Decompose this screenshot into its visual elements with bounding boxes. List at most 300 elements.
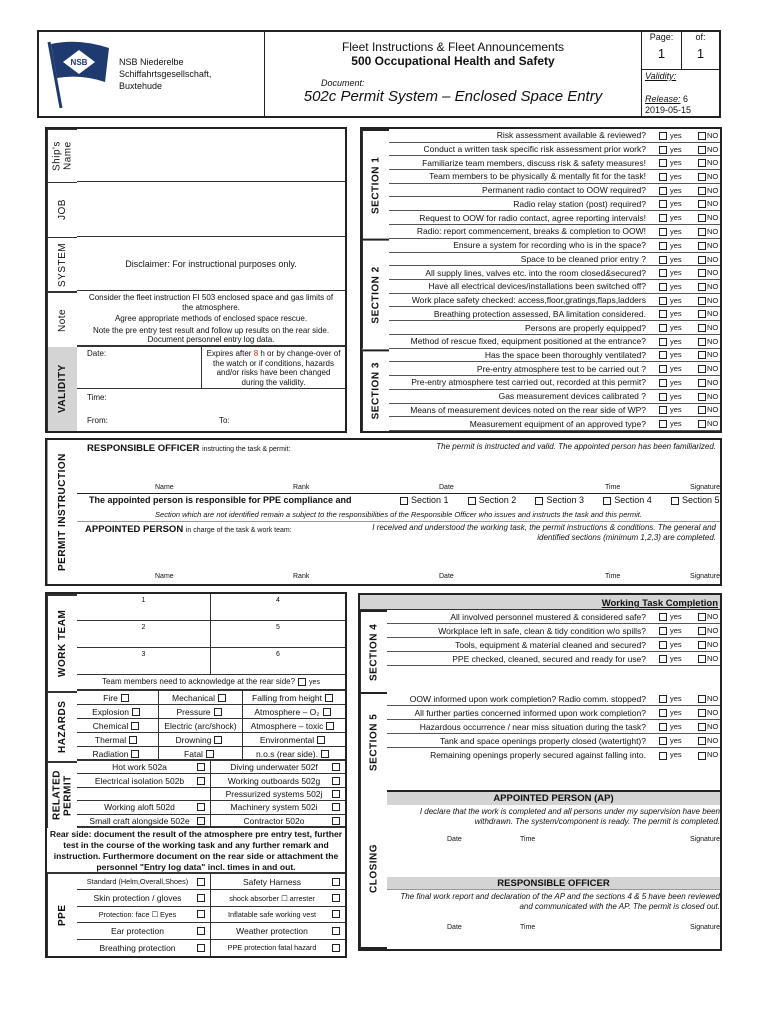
ppe-checkbox[interactable] (197, 878, 205, 886)
yes-option[interactable] (656, 378, 698, 387)
ppe-option[interactable] (77, 907, 211, 923)
yes-label: yes (670, 240, 682, 250)
hazard-checkbox[interactable] (321, 750, 329, 758)
yes-option[interactable] (656, 654, 698, 663)
hazard-label: Chemical (92, 720, 129, 731)
yes-option[interactable] (656, 392, 698, 401)
hazard-checkbox[interactable] (326, 722, 334, 730)
no-option[interactable] (698, 750, 720, 759)
of-label: of: (695, 32, 706, 42)
yes-checkbox[interactable] (659, 214, 667, 222)
team-member-slot[interactable] (77, 621, 211, 648)
slot-number: 4 (276, 597, 280, 604)
hazard-label: Thermal (94, 734, 127, 745)
hazard-option[interactable] (77, 705, 159, 719)
related-permit-label: Machinery system 502i (230, 802, 318, 813)
no-option[interactable] (698, 145, 720, 154)
yes-option[interactable] (656, 255, 698, 264)
ppe-option[interactable] (211, 874, 345, 890)
checklist-question: Radio: report commencement, breaks & completion to OOW! (416, 226, 646, 237)
ppe-option[interactable] (77, 940, 211, 956)
expiry-text: Expires after (206, 349, 254, 358)
ppe-option[interactable] (77, 874, 211, 890)
no-option[interactable] (698, 337, 720, 346)
ppe-label: PPE protection fatal hazard (227, 943, 317, 953)
yes-option[interactable] (656, 186, 698, 195)
section-checkbox[interactable] (535, 497, 543, 505)
no-checkbox[interactable] (698, 324, 706, 332)
no-option[interactable] (698, 172, 720, 181)
related-permit-option[interactable] (211, 788, 345, 801)
checklist-question: Workplace left in safe, clean & tidy condition w/o spills? (438, 625, 646, 636)
checklist-row (387, 734, 720, 748)
checklist-row (389, 321, 720, 335)
ro-signature-fields[interactable] (77, 484, 720, 494)
yes-checkbox[interactable] (659, 695, 667, 703)
no-option[interactable] (698, 241, 720, 250)
yes-option[interactable] (656, 419, 698, 428)
yes-checkbox[interactable] (659, 256, 667, 264)
yes-option[interactable] (656, 736, 698, 745)
hazard-checkbox[interactable] (129, 736, 137, 744)
no-option[interactable] (698, 282, 720, 291)
hazard-option[interactable] (77, 747, 159, 761)
company-line: NSB Niederelbe (119, 57, 184, 67)
no-checkbox[interactable] (698, 393, 706, 401)
yes-checkbox[interactable] (659, 752, 667, 760)
no-checkbox[interactable] (698, 695, 706, 703)
hazard-checkbox[interactable] (218, 694, 226, 702)
validity-label: VALIDITY (47, 347, 77, 431)
no-checkbox[interactable] (698, 283, 706, 291)
no-label: NO (707, 144, 719, 154)
section-assign-option[interactable] (600, 495, 652, 505)
ppe-option[interactable] (77, 923, 211, 939)
acknowledge-checkbox[interactable] (298, 678, 306, 686)
hazard-option[interactable] (243, 691, 345, 705)
no-checkbox[interactable] (698, 187, 706, 195)
no-checkbox[interactable] (698, 228, 706, 236)
yes-checkbox[interactable] (659, 379, 667, 387)
ppe-checkbox[interactable] (332, 878, 340, 886)
no-checkbox[interactable] (698, 379, 706, 387)
hazard-option[interactable] (159, 691, 243, 705)
no-option[interactable] (698, 640, 720, 649)
yes-checkbox[interactable] (659, 709, 667, 717)
hazard-option[interactable] (243, 705, 345, 719)
yes-checkbox[interactable] (659, 228, 667, 236)
hazard-checkbox[interactable] (206, 750, 214, 758)
related-permit-checkbox[interactable] (332, 763, 340, 771)
yes-checkbox[interactable] (659, 242, 667, 250)
yes-label: yes (670, 639, 682, 649)
team-member-slot[interactable] (211, 594, 345, 621)
yes-checkbox[interactable] (659, 655, 667, 663)
no-option[interactable] (698, 350, 720, 359)
section-checkbox[interactable] (468, 497, 476, 505)
ppe-option[interactable] (211, 940, 345, 956)
no-option[interactable] (698, 612, 720, 621)
related-permit-option[interactable] (77, 801, 211, 814)
ppe-checkbox[interactable] (332, 910, 340, 918)
field-label-name: Name (155, 573, 174, 580)
no-option[interactable] (698, 309, 720, 318)
hazard-option[interactable] (159, 747, 243, 761)
hazard-option[interactable] (159, 705, 243, 719)
section-assign-label: Section 1 (411, 495, 449, 505)
no-checkbox[interactable] (698, 214, 706, 222)
related-permit-option[interactable] (77, 774, 211, 787)
yes-option[interactable] (656, 405, 698, 414)
company-line: Buxtehude (119, 81, 163, 91)
no-checkbox[interactable] (698, 709, 706, 717)
checklist-question: Ensure a system for recording who is in the space? (453, 240, 646, 251)
hazard-label: Atmosphere – O₂ (254, 706, 320, 717)
yes-checkbox[interactable] (659, 338, 667, 346)
no-checkbox[interactable] (698, 173, 706, 181)
no-option[interactable] (698, 158, 720, 167)
checklist-row (389, 417, 720, 431)
no-label: NO (707, 268, 719, 278)
yes-checkbox[interactable] (659, 324, 667, 332)
related-permit-option[interactable] (211, 801, 345, 814)
no-option[interactable] (698, 213, 720, 222)
related-permit-checkbox[interactable] (332, 817, 340, 825)
no-option[interactable] (698, 131, 720, 140)
hazard-option[interactable] (159, 719, 243, 733)
no-checkbox[interactable] (698, 200, 706, 208)
checklist-row (387, 610, 720, 624)
team-member-slot[interactable] (211, 648, 345, 675)
hazard-label: Atmosphere – toxic (250, 720, 324, 731)
checklist-question: All involved personnel mustered & considered safe? (450, 611, 646, 622)
no-option[interactable] (698, 255, 720, 264)
yes-option[interactable] (656, 199, 698, 208)
no-option[interactable] (698, 378, 720, 387)
no-checkbox[interactable] (698, 365, 706, 373)
section-checkbox[interactable] (671, 497, 679, 505)
ships-name-field[interactable] (77, 129, 345, 182)
yes-label: yes (670, 735, 682, 745)
related-permit-checkbox[interactable] (197, 763, 205, 771)
yes-checkbox[interactable] (659, 351, 667, 359)
hazard-checkbox[interactable] (131, 750, 139, 758)
no-checkbox[interactable] (698, 269, 706, 277)
team-member-slot[interactable] (77, 648, 211, 675)
yes-label: yes (670, 144, 682, 154)
no-label: NO (707, 171, 719, 181)
hazard-checkbox[interactable] (131, 722, 139, 730)
ppe-option[interactable] (211, 890, 345, 906)
yes-option[interactable] (656, 722, 698, 731)
hazard-checkbox[interactable] (214, 736, 222, 744)
yes-checkbox[interactable] (659, 613, 667, 621)
checklist-row (389, 211, 720, 225)
section-assign-label: Section 2 (478, 495, 517, 505)
no-checkbox[interactable] (698, 351, 706, 359)
no-option[interactable] (698, 268, 720, 277)
yes-option[interactable] (656, 268, 698, 277)
related-permit-checkbox[interactable] (332, 777, 340, 785)
note-line: Consider the fleet instruction FI 503 enclosed space and gas limits of the atmosphere. (88, 293, 334, 312)
checklist-row (387, 638, 720, 652)
related-permit-checkbox[interactable] (197, 803, 205, 811)
section-assign-option[interactable] (532, 495, 584, 505)
no-checkbox[interactable] (698, 146, 706, 154)
no-label: NO (707, 405, 719, 415)
no-option[interactable] (698, 708, 720, 717)
ppe-checkbox[interactable] (332, 944, 340, 952)
yes-checkbox[interactable] (659, 365, 667, 373)
ppe-checkbox[interactable] (332, 927, 340, 935)
hazard-checkbox[interactable] (323, 708, 331, 716)
yes-option[interactable] (656, 172, 698, 181)
yes-checkbox[interactable] (659, 393, 667, 401)
page-total: 1 (696, 46, 705, 61)
no-checkbox[interactable] (698, 297, 706, 305)
hazard-option[interactable] (159, 733, 243, 747)
no-label: NO (707, 254, 719, 264)
yes-option[interactable] (656, 708, 698, 717)
yes-checkbox[interactable] (659, 173, 667, 181)
related-permit-option[interactable] (211, 815, 345, 828)
no-checkbox[interactable] (698, 655, 706, 663)
yes-checkbox[interactable] (659, 146, 667, 154)
closing-ro-date[interactable]: Date (447, 924, 462, 931)
yes-option[interactable] (656, 213, 698, 222)
related-permit-checkbox[interactable] (197, 777, 205, 785)
no-checkbox[interactable] (698, 420, 706, 428)
no-checkbox[interactable] (698, 627, 706, 635)
closing-ro-signature[interactable]: Signature (690, 924, 720, 931)
hazard-checkbox[interactable] (325, 694, 333, 702)
yes-option[interactable] (656, 694, 698, 703)
yes-option[interactable] (656, 227, 698, 236)
hazard-option[interactable] (77, 691, 159, 705)
ppe-checkbox[interactable] (197, 927, 205, 935)
no-option[interactable] (698, 626, 720, 635)
slot-number: 2 (141, 624, 146, 631)
no-option[interactable] (698, 392, 720, 401)
yes-option[interactable] (656, 612, 698, 621)
no-checkbox[interactable] (698, 752, 706, 760)
no-checkbox[interactable] (698, 406, 706, 414)
section-checkbox[interactable] (400, 497, 408, 505)
yes-label: yes (670, 171, 682, 181)
acknowledge-question: Team members need to acknowledge at the rear side? (102, 677, 296, 686)
yes-checkbox[interactable] (659, 420, 667, 428)
hazard-label: n.o.s (rear side). (256, 749, 318, 759)
no-option[interactable] (698, 296, 720, 305)
checklist-question: Work place safety checked: access,floor,gratings,flaps,ladders (411, 295, 646, 306)
ppe-option[interactable] (77, 890, 211, 906)
yes-checkbox[interactable] (659, 406, 667, 414)
yes-label: yes (670, 350, 682, 360)
no-option[interactable] (698, 694, 720, 703)
yes-option[interactable] (656, 296, 698, 305)
ppe-label: Safety Harness (242, 876, 302, 887)
no-checkbox[interactable] (698, 132, 706, 140)
checklist-question: Breathing protection assessed, BA limitation considered. (433, 308, 646, 319)
no-checkbox[interactable] (698, 737, 706, 745)
no-checkbox[interactable] (698, 256, 706, 264)
no-option[interactable] (698, 199, 720, 208)
related-permit-option[interactable] (211, 761, 345, 774)
company-name (119, 56, 211, 92)
yes-option[interactable] (656, 282, 698, 291)
yes-label: yes (670, 721, 682, 731)
yes-checkbox[interactable] (659, 310, 667, 318)
no-option[interactable] (698, 405, 720, 414)
checklist-question: Team members to be physically & mentally fit for the task! (429, 171, 646, 182)
no-label: NO (707, 377, 719, 387)
yes-option[interactable] (656, 626, 698, 635)
slot-number: 5 (276, 624, 280, 631)
related-permit-checkbox[interactable] (332, 790, 340, 798)
related-permit-label: Electrical isolation 502b (94, 775, 185, 786)
hazard-checkbox[interactable] (121, 694, 129, 702)
yes-checkbox[interactable] (659, 269, 667, 277)
no-checkbox[interactable] (698, 159, 706, 167)
yes-option[interactable] (656, 364, 698, 373)
no-label: NO (707, 158, 719, 168)
hazard-checkbox[interactable] (317, 736, 325, 744)
no-option[interactable] (698, 227, 720, 236)
yes-option[interactable] (656, 145, 698, 154)
section-checkbox[interactable] (603, 497, 611, 505)
yes-checkbox[interactable] (659, 132, 667, 140)
release-label: Release: (645, 94, 681, 104)
ap-subtitle: in charge of the task & work team: (185, 527, 292, 534)
hazard-option[interactable] (243, 733, 345, 747)
hazard-option[interactable] (77, 733, 159, 747)
closing-ap-date[interactable]: Date (447, 836, 462, 843)
section-assign-option[interactable] (465, 495, 517, 505)
yes-checkbox[interactable] (659, 187, 667, 195)
yes-checkbox[interactable] (659, 200, 667, 208)
related-permit-checkbox[interactable] (197, 817, 205, 825)
yes-option[interactable] (656, 309, 698, 318)
no-checkbox[interactable] (698, 310, 706, 318)
ppe-option[interactable] (211, 907, 345, 923)
hazard-option[interactable] (243, 747, 345, 761)
yes-option[interactable] (656, 158, 698, 167)
yes-checkbox[interactable] (659, 737, 667, 745)
section-assign-option[interactable] (668, 495, 722, 505)
ppe-checkbox[interactable] (197, 894, 205, 902)
no-checkbox[interactable] (698, 723, 706, 731)
yes-label: yes (670, 707, 682, 717)
slot-number: 1 (141, 597, 146, 604)
team-member-slot[interactable] (211, 621, 345, 648)
checklist-question: Method of rescue fixed, equipment positioned at the entrance? (410, 336, 646, 347)
yes-checkbox[interactable] (659, 641, 667, 649)
ap-signature-fields[interactable] (77, 573, 720, 583)
no-label: NO (707, 185, 719, 195)
no-checkbox[interactable] (698, 338, 706, 346)
hazard-checkbox[interactable] (132, 708, 140, 716)
note-label: Note (47, 291, 77, 347)
yes-label: yes (670, 625, 682, 635)
yes-option[interactable] (656, 337, 698, 346)
job-field[interactable] (77, 182, 345, 237)
no-option[interactable] (698, 186, 720, 195)
hazard-label: Mechanical (172, 692, 215, 703)
related-permit-option[interactable] (77, 815, 211, 828)
yes-label: yes (670, 281, 682, 291)
checklist-row (389, 143, 720, 157)
yes-checkbox[interactable] (659, 627, 667, 635)
ppe-checkbox[interactable] (197, 910, 205, 918)
yes-option[interactable] (656, 640, 698, 649)
hazard-option[interactable] (77, 719, 159, 733)
ppe-checkbox[interactable] (197, 944, 205, 952)
checklist-question: PPE checked, cleaned, secured and ready for use? (452, 653, 646, 664)
team-member-slot[interactable] (77, 594, 211, 621)
related-permit-option[interactable] (211, 774, 345, 787)
closing-ap-title: APPOINTED PERSON (AP) (387, 792, 720, 805)
no-option[interactable] (698, 419, 720, 428)
work-team-label: WORK TEAM (47, 594, 77, 691)
checklist-question: Have all electrical devices/installations been switched off? (428, 281, 646, 292)
field-label-signature: Signature (690, 484, 720, 491)
field-label-date: Date (439, 573, 454, 580)
page-number: 1 (657, 46, 666, 61)
no-option[interactable] (698, 323, 720, 332)
from-label: From: (87, 416, 108, 425)
svg-text:NSB: NSB (70, 58, 88, 67)
yes-option[interactable] (656, 350, 698, 359)
yes-option[interactable] (656, 323, 698, 332)
no-option[interactable] (698, 654, 720, 663)
no-option[interactable] (698, 736, 720, 745)
checklist-question: Pre-entry atmosphere test carried out, recorded at this permit? (411, 377, 646, 388)
no-checkbox[interactable] (698, 613, 706, 621)
closing-ap-time[interactable]: Time (520, 836, 536, 843)
yes-checkbox[interactable] (659, 297, 667, 305)
closing-ro-time[interactable]: Time (520, 924, 536, 931)
no-option[interactable] (698, 722, 720, 731)
hazard-checkbox[interactable] (214, 708, 222, 716)
yes-option[interactable] (656, 241, 698, 250)
hazard-label: Falling from height (252, 692, 322, 703)
section-assign-option[interactable] (397, 495, 449, 505)
yes-option[interactable] (656, 750, 698, 759)
related-permit-checkbox[interactable] (332, 803, 340, 811)
ppe-label: Weather protection (236, 925, 308, 936)
section-2-label: SECTION 2 (362, 239, 389, 349)
checklist-row (387, 692, 720, 706)
yes-checkbox[interactable] (659, 159, 667, 167)
ppe-checkbox[interactable] (332, 894, 340, 902)
no-checkbox[interactable] (698, 641, 706, 649)
yes-checkbox[interactable] (659, 283, 667, 291)
yes-label: yes (670, 130, 682, 140)
checklist-question: Familiarize team members, discuss risk & safety measures! (422, 157, 646, 168)
no-checkbox[interactable] (698, 242, 706, 250)
checklist-question: Request to OOW for radio contact, agree reporting intervals! (419, 212, 646, 223)
job-label: JOB (47, 182, 77, 237)
ppe-option[interactable] (211, 923, 345, 939)
yes-checkbox[interactable] (659, 723, 667, 731)
section-1-label: SECTION 1 (362, 129, 389, 239)
related-permit-option[interactable] (77, 761, 211, 774)
no-option[interactable] (698, 364, 720, 373)
validity-date-field[interactable] (77, 347, 202, 389)
hazard-option[interactable] (243, 719, 345, 733)
closing-ap-signature[interactable]: Signature (690, 836, 720, 843)
yes-option[interactable] (656, 131, 698, 140)
